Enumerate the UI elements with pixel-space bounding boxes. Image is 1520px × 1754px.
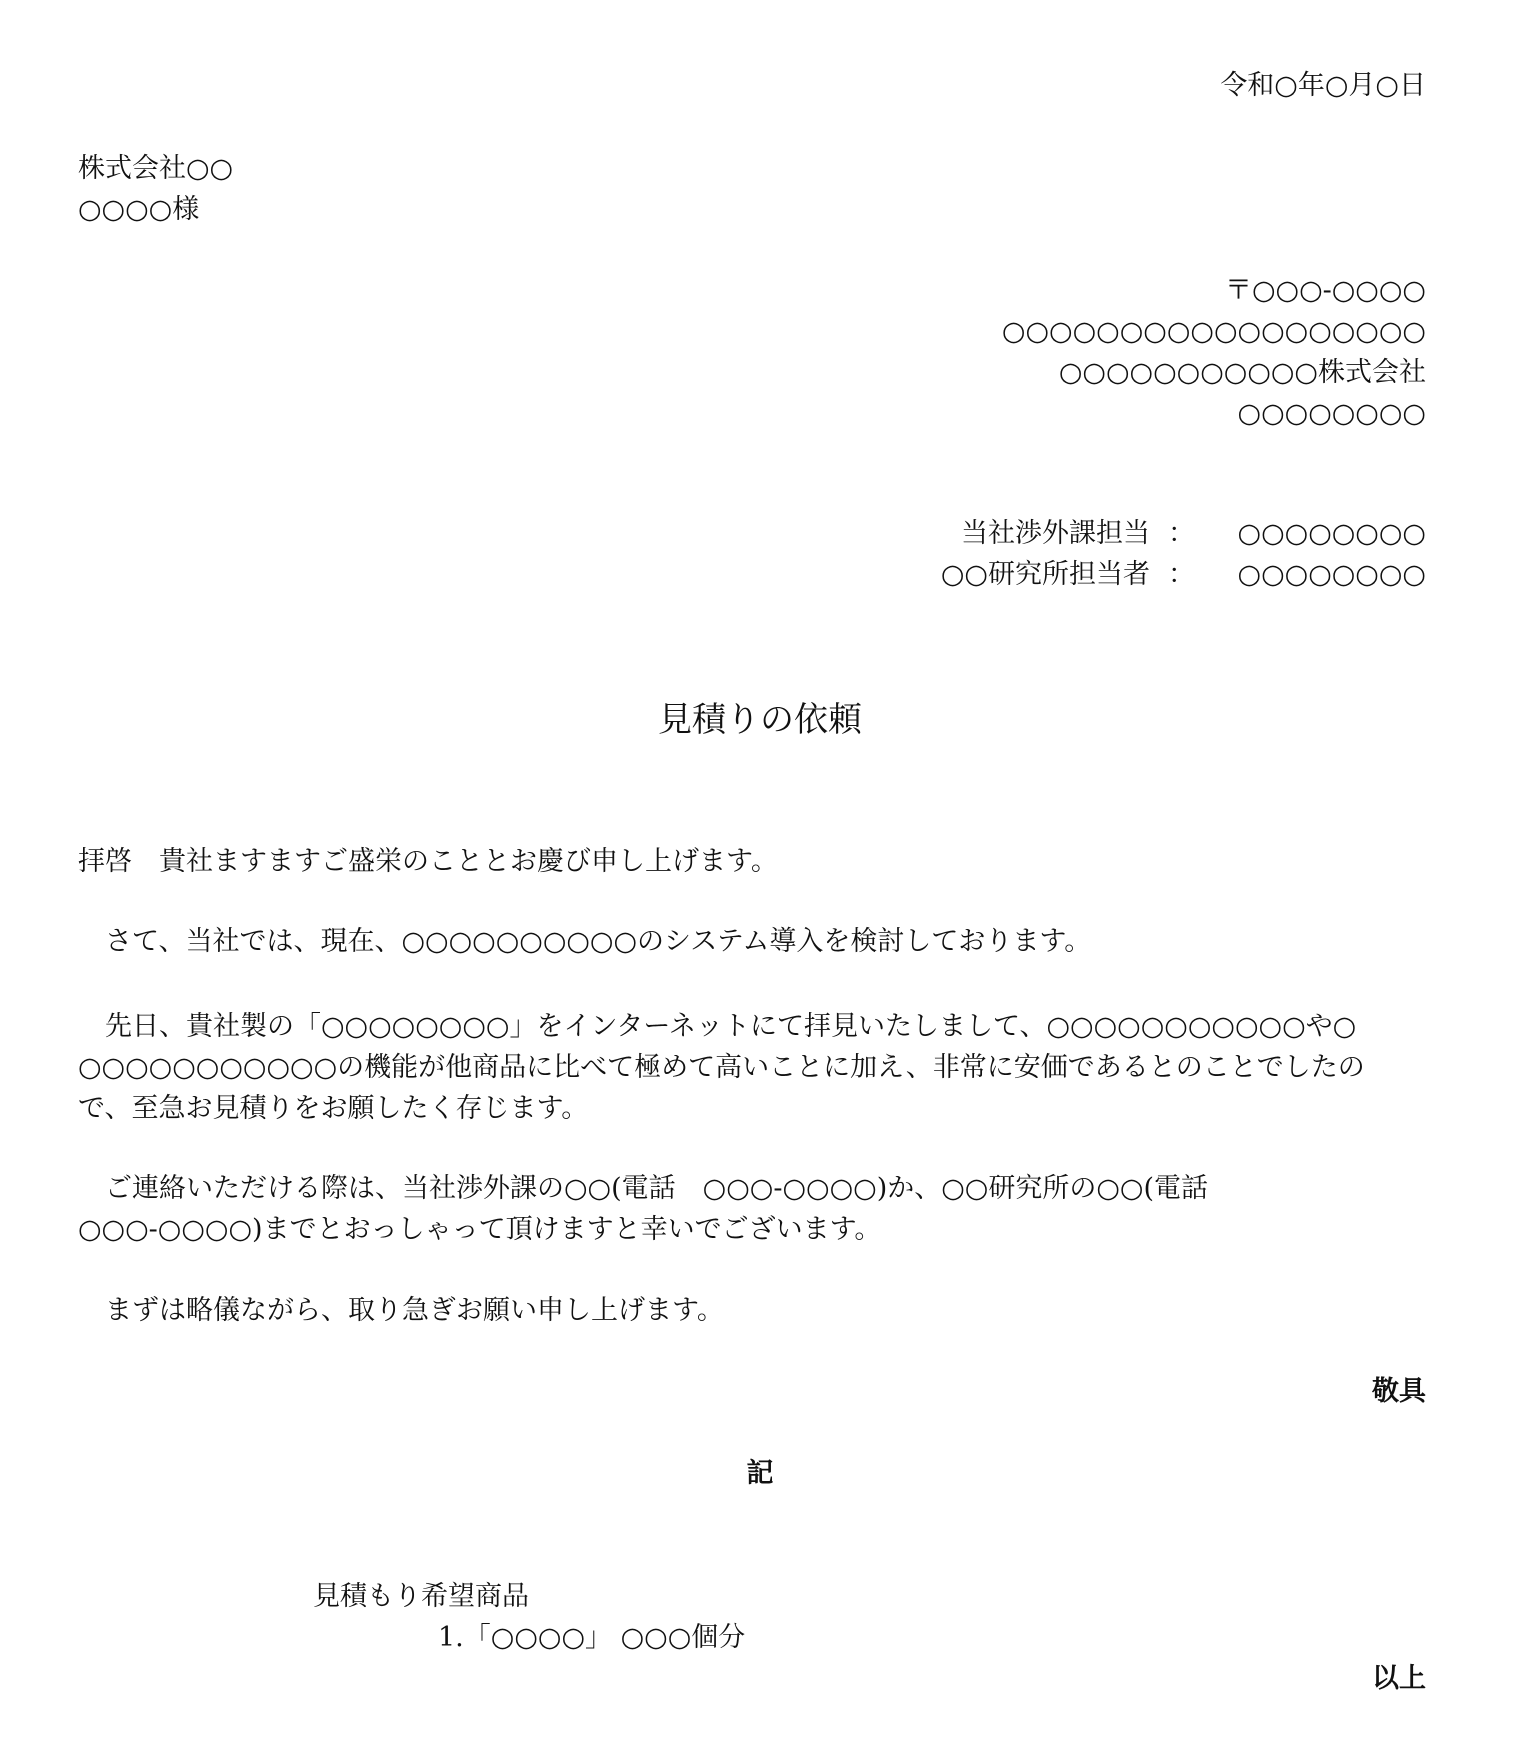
paragraph-2-line-3: で、至急お見積りをお願したく存じます。 [78, 1093, 589, 1124]
paragraph-3-line-1: ご連絡いただける際は、当社渉外課の○○(電話 ○○○-○○○○)か、○○研究所の○○(電話 [78, 1173, 1208, 1204]
closing-keigu: 敬具 [1372, 1376, 1426, 1407]
paragraph-3-line-2: ○○○-○○○○)までとおっしゃって頂けますと幸いでございます。 [78, 1214, 882, 1245]
document-title: 見積りの依頼 [658, 700, 862, 740]
paragraph-2-line-2: ○○○○○○○○○○○の機能が他商品に比べて極めて高いことに加え、非常に安価であるとのことでしたの [78, 1052, 1365, 1083]
paragraph-2-line-1: 先日、貴社製の「○○○○○○○○」をインターネットにて拝見いたしまして、○○○○○○○○○○○や○ [78, 1011, 1357, 1042]
sender-name: ○○○○○○○○ [1237, 398, 1426, 429]
contact-colon: ： [1168, 518, 1195, 549]
sender-address: ○○○○○○○○○○○○○○○○○○ [1001, 316, 1426, 347]
recipient-person: ○○○○様 [78, 194, 200, 225]
sender-company: ○○○○○○○○○○○株式会社 [1058, 357, 1426, 388]
recipient-company: 株式会社○○ [78, 153, 234, 184]
greeting: 拝啓 貴社ますますご盛栄のこととお慶び申し上げます。 [78, 846, 778, 877]
contact-value: ○○○○○○○○ [1237, 518, 1426, 549]
ki-heading: 記 [746, 1458, 774, 1489]
contact-label: ○○研究所担当者 [940, 559, 1150, 590]
item-line: 1.「○○○○」 ○○○個分 [438, 1622, 746, 1653]
paragraph-4: まずは略儀ながら、取り急ぎお願い申し上げます。 [78, 1295, 724, 1326]
sender-postal: 〒○○○-○○○○ [1224, 275, 1426, 306]
document-date: 令和○年○月○日 [1220, 70, 1426, 101]
contact-label: 当社渉外課担当 [961, 518, 1150, 549]
items-heading: 見積もり希望商品 [313, 1581, 529, 1612]
end-ijou: 以上 [1372, 1663, 1426, 1694]
contact-value: ○○○○○○○○ [1237, 559, 1426, 590]
paragraph-1: さて、当社では、現在、○○○○○○○○○○のシステム導入を検討しております。 [78, 926, 1092, 957]
contact-colon: ： [1168, 559, 1195, 590]
